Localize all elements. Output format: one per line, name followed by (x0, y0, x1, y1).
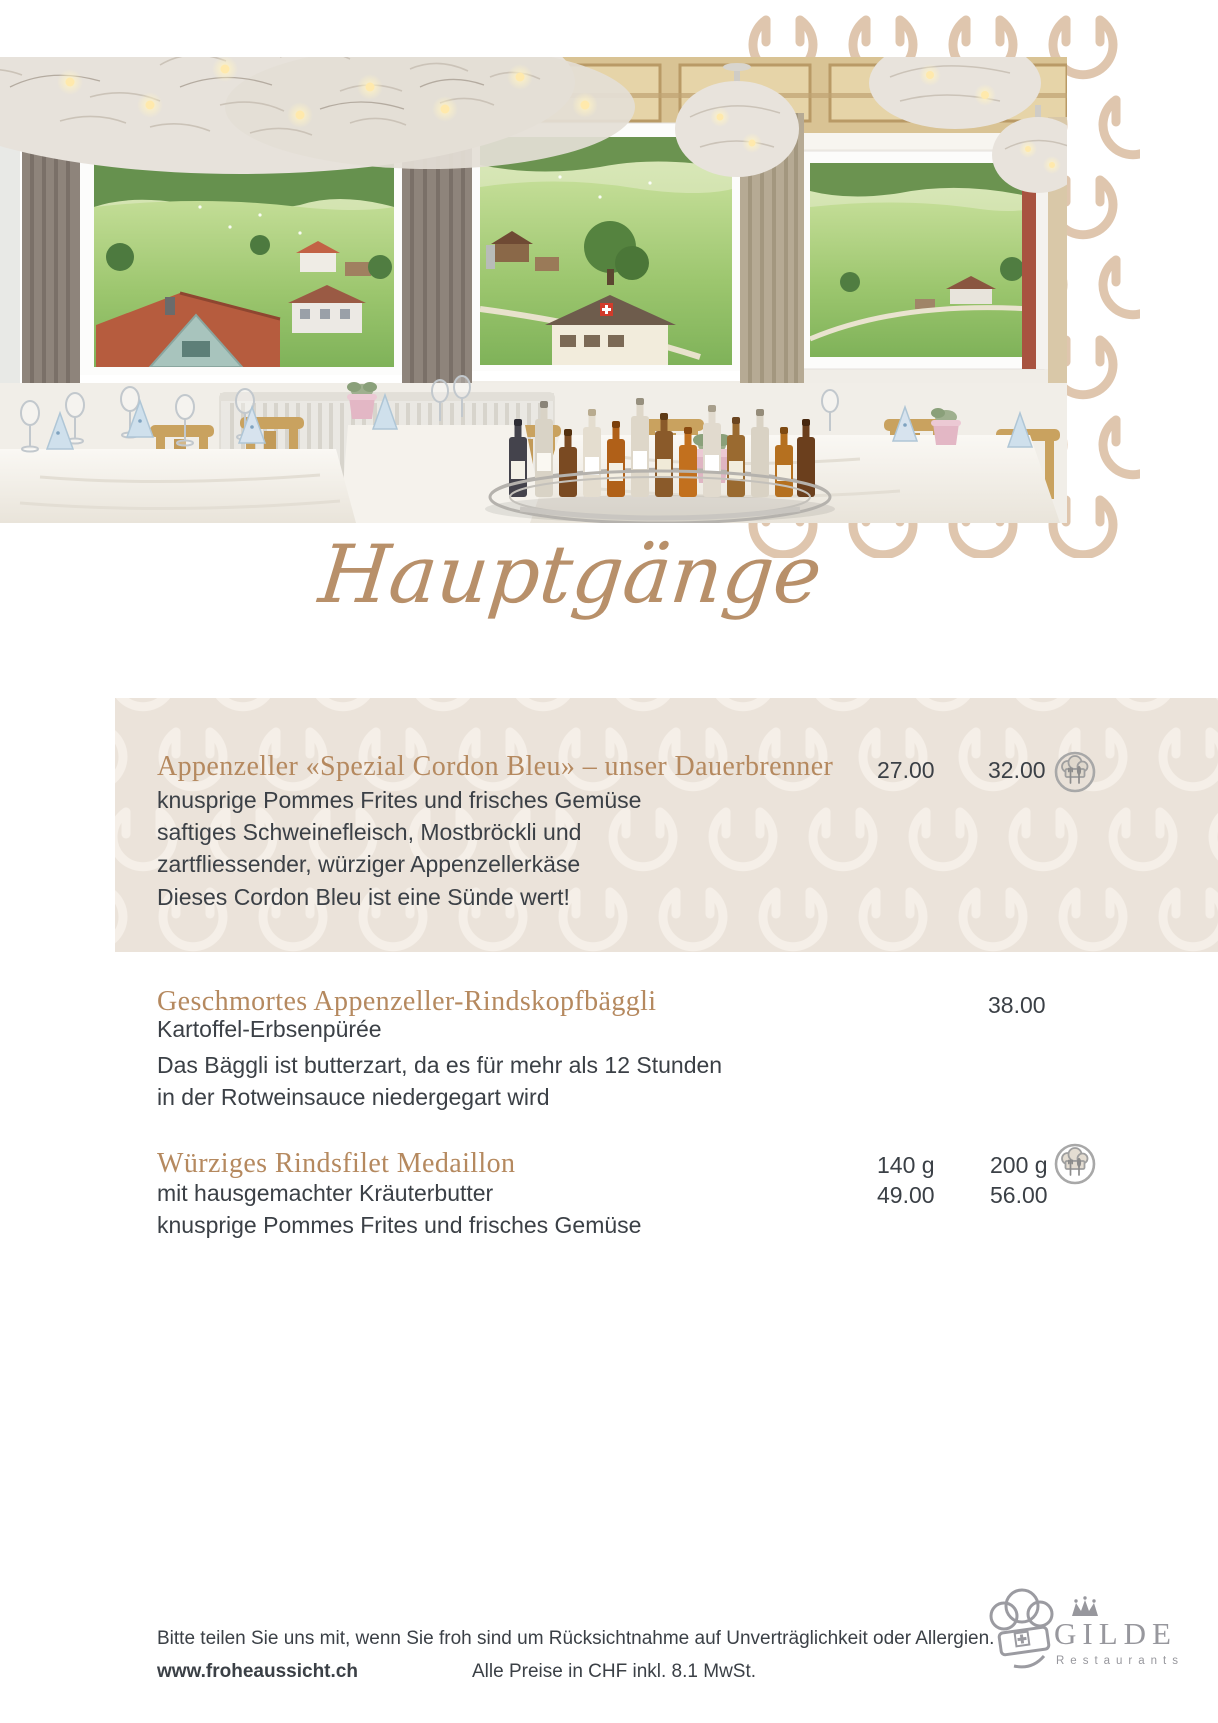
menu-item-1-desc-line: knusprige Pommes Frites und frisches Gemüse (157, 787, 642, 813)
menu-item-1-price-large: 32.00 (988, 757, 1046, 783)
window-left (78, 143, 410, 385)
chef-hat-icon (1053, 750, 1097, 794)
menu-item-2-note-line: in der Rotweinsauce niedergegart wird (157, 1084, 550, 1110)
menu-item-3-size-large: 200 g (990, 1152, 1048, 1178)
menu-item-3-price-small: 49.00 (877, 1182, 935, 1208)
allergy-note: Bitte teilen Sie uns mit, wenn Sie froh sind um Rücksichtnahme auf Unverträglichkeit oder Allergien. (157, 1628, 995, 1649)
chef-hat-logo-icon (991, 1590, 1052, 1667)
menu-item-2-note-line: Das Bäggli ist butterzart, da es für mehr als 12 Stunden (157, 1052, 723, 1078)
menu-item-1-desc-line: saftiges Schweinefleisch, Mostbröckli und (157, 819, 582, 845)
menu-item-1-price-small: 27.00 (877, 757, 935, 783)
swiss-cross-icon (1015, 1632, 1030, 1647)
restaurant-photo-illustration (0, 57, 1067, 523)
menu-item-3-desc-line: mit hausgemachter Kräuterbutter (157, 1180, 494, 1206)
logo-brand-text: GILDE (1054, 1616, 1177, 1651)
menu-item-3-size-small: 140 g (877, 1152, 935, 1178)
menu-item-2-desc-line: Kartoffel-Erbsenpürée (157, 1016, 382, 1042)
menu-item-2-price: 38.00 (988, 992, 1046, 1018)
wire-chandelier-cloud (0, 57, 635, 174)
website-link[interactable]: www.froheaussicht.ch (157, 1661, 358, 1682)
menu-item-3-title: Würziges Rindsfilet Medaillon (157, 1148, 516, 1179)
chef-hat-icon (1053, 1142, 1097, 1186)
menu-item-1-note: Dieses Cordon Bleu ist eine Sünde wert! (157, 884, 570, 910)
menu-item-1-desc-line: zartfliessender, würziger Appenzellerkäse (157, 851, 581, 877)
menu-item-3-desc-line: knusprige Pommes Frites und frisches Gemüse (157, 1212, 642, 1238)
menu-item-2-title: Geschmortes Appenzeller-Rindskopfbäggli (157, 986, 657, 1017)
logo-subtitle-text: Restaurants (1056, 1655, 1185, 1667)
gilde-logo (958, 1586, 1210, 1682)
restaurant-photo (0, 57, 1067, 523)
price-info: Alle Preise in CHF inkl. 8.1 MwSt. (472, 1661, 757, 1682)
page-title: Hauptgänge (315, 528, 827, 621)
crown-icon (1072, 1596, 1098, 1616)
menu-item-3-price-large: 56.00 (990, 1182, 1048, 1208)
menu-item-1-title: Appenzeller «Spezial Cordon Bleu» – unser Dauerbrenner (157, 751, 834, 782)
